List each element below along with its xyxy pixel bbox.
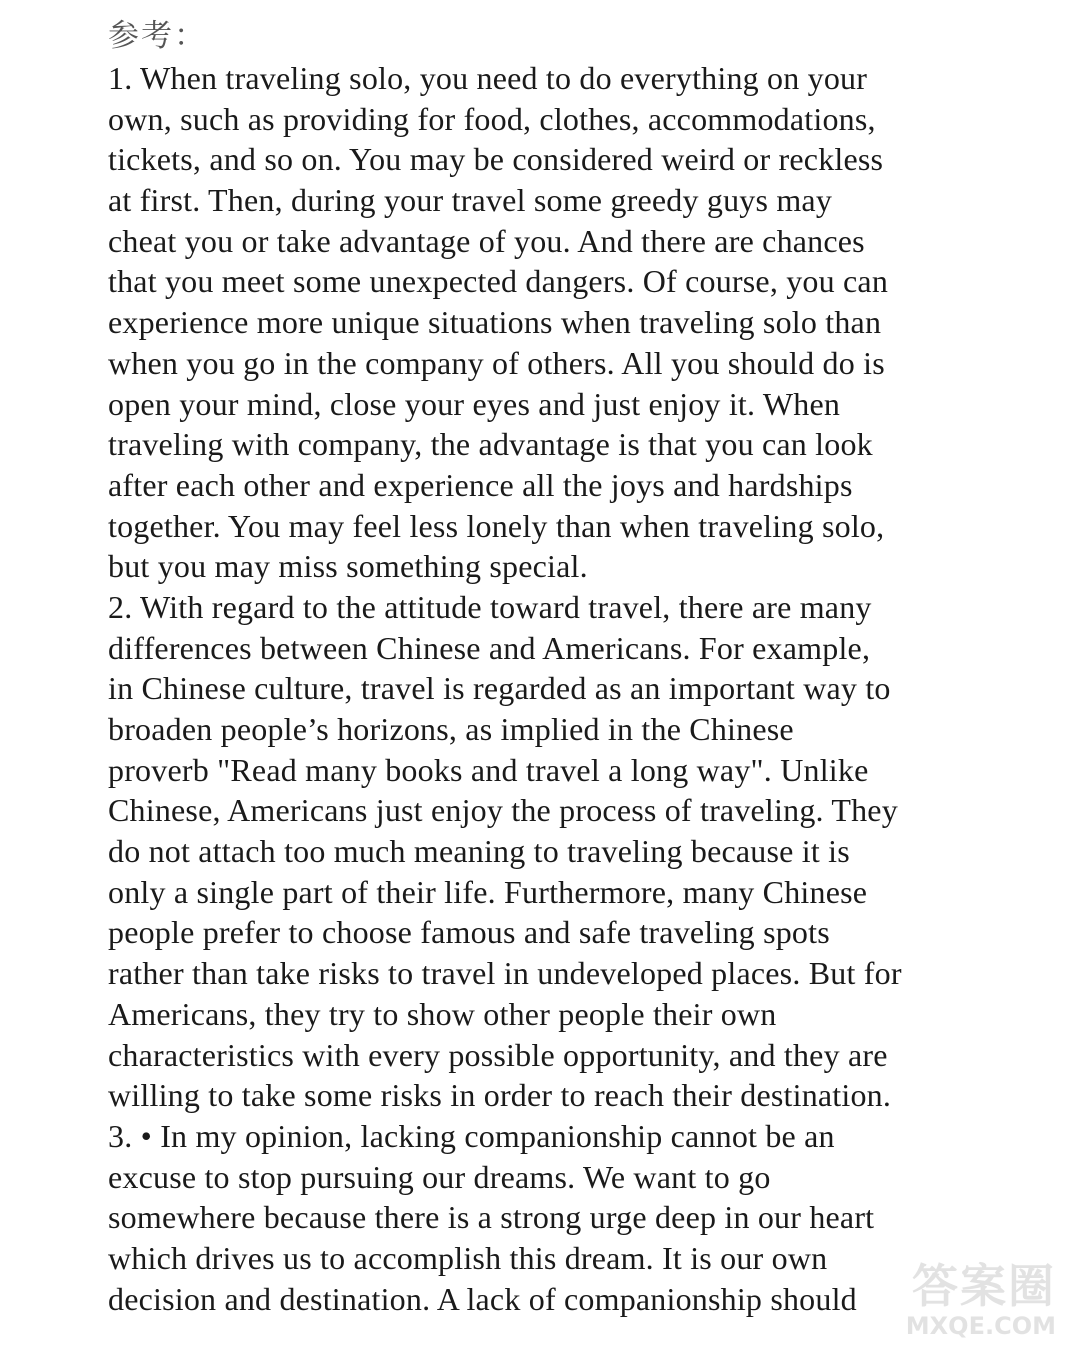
text-line: traveling with company, the advantage is that you can look [108,426,873,463]
text-line: 3. • In my opinion, lacking companionship cannot be an [108,1117,835,1154]
text-line: but you may miss something special. [108,548,588,585]
text-line: at first. Then, during your travel some greedy guys may [108,182,833,219]
text-line: open your mind, close your eyes and just enjoy it. When [108,385,841,422]
answer-text [108,58,1008,1319]
text-line: rather than take risks to travel in undeveloped places. But for [108,955,902,992]
text-line: tickets, and so on. You may be considered weird or reckless [108,141,884,178]
text-line: own, such as providing for food, clothes, accommodations, [108,100,876,137]
text-line: 2. With regard to the attitude toward travel, there are many [108,588,872,625]
text-line: cheat you or take advantage of you. And there are chances [108,222,865,259]
text-line: Chinese, Americans just enjoy the process of traveling. They [108,792,898,829]
text-line: willing to take some risks in order to reach their destination. [108,1077,892,1114]
text-line: decision and destination. A lack of companionship should [108,1280,857,1317]
text-line: after each other and experience all the joys and hardships [108,466,853,503]
text-line: characteristics with every possible opportunity, and they are [108,1036,888,1073]
text-line: experience more unique situations when traveling solo than [108,304,882,341]
text-line: which drives us to accomplish this dream. It is our own [108,1239,828,1276]
text-line: people prefer to choose famous and safe traveling spots [108,914,830,951]
document-page [108,14,1008,1319]
text-line: broaden people’s horizons, as implied in the Chinese [108,711,794,747]
text-line: proverb "Read many books and travel a long way". Unlike [108,751,869,788]
text-line: Americans, they try to show other people their own [108,995,777,1032]
text-line: do not attach too much meaning to traveling because it is [108,833,850,870]
text-line: that you meet some unexpected dangers. Of course, you can [108,263,889,300]
watermark [886,1261,1056,1347]
text-line: together. You may feel less lonely than when traveling solo, [108,507,885,544]
text-line: excuse to stop pursuing our dreams. We want to go [108,1158,771,1195]
text-line: when you go in the company of others. All you should do is [108,344,885,381]
watermark-url: MXQE.COM [905,1312,1056,1340]
watermark-logo: 答案圈 [912,1259,1056,1313]
text-line: somewhere because there is a strong urge deep in our heart [108,1199,875,1236]
text-line: in Chinese culture, travel is regarded as an important way to [108,670,891,707]
text-line: only a single part of their life. Furthermore, many Chinese [108,873,868,910]
reference-heading: 参考： [108,18,207,53]
text-line: differences between Chinese and Americans. For example, [108,629,871,666]
text-line: 1. When traveling solo, you need to do everything on your [108,60,868,96]
